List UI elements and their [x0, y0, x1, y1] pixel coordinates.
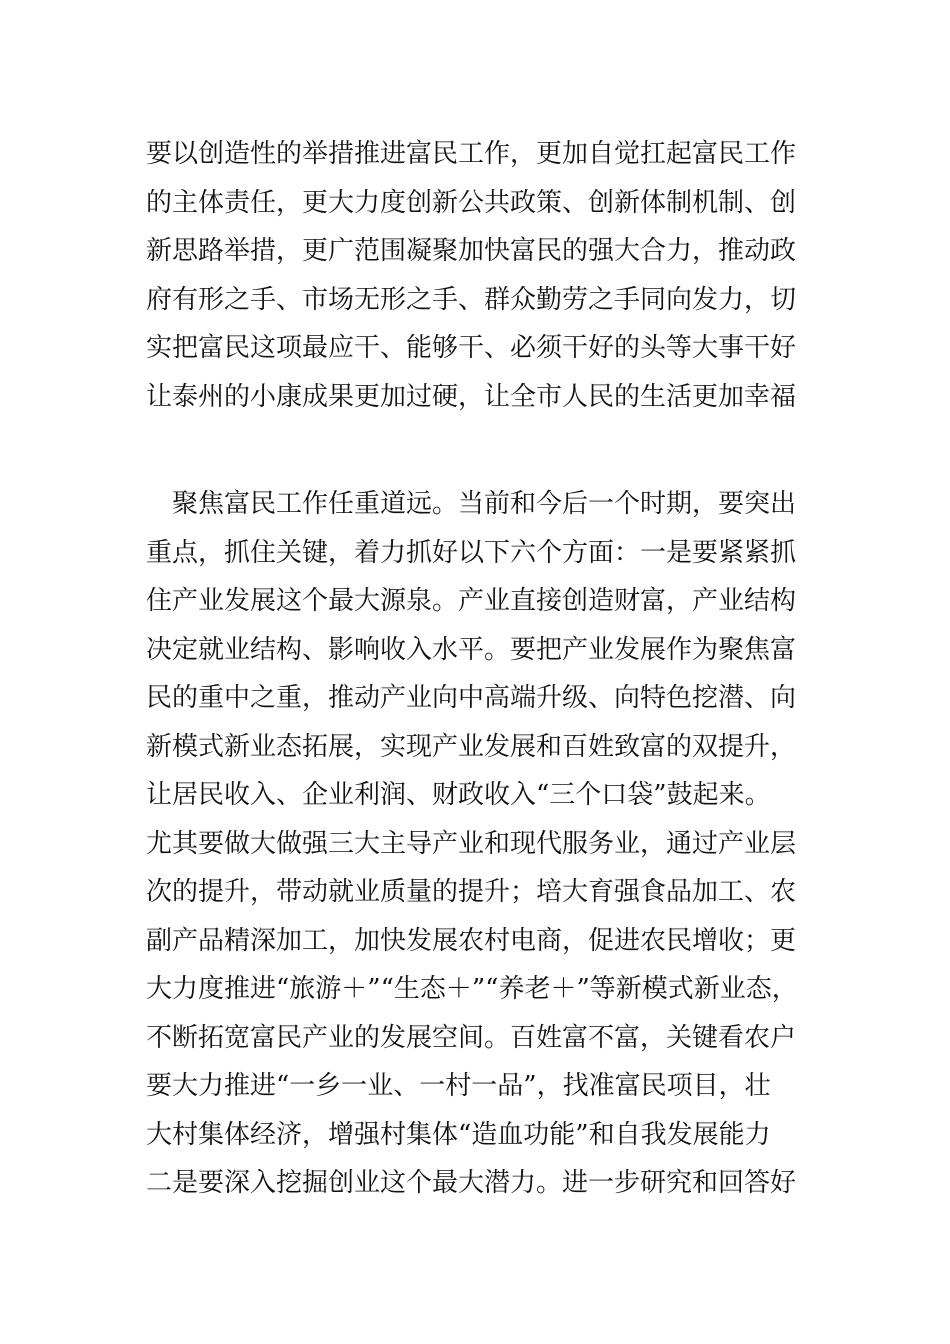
- paragraph-2: [146, 480, 816, 1208]
- text-line: 二是要深入挖掘创业这个最大潜力。进一步研究和回答好: [146, 1168, 797, 1198]
- text-line: 大村集体经济，增强村集体“造血功能”和自我发展能力: [146, 1119, 771, 1150]
- text-line: 次的提升，带动就业质量的提升；培大育强食品加工、农: [146, 877, 797, 907]
- text-line: 要以创造性的举措推进富民工作，更加自觉扛起富民工作: [146, 139, 797, 169]
- text-line: 实把富民这项最应干、能够干、必须干好的头等大事干好: [146, 333, 797, 363]
- text-line: 民的重中之重，推动产业向中高端升级、向特色挖潜、向: [146, 683, 797, 713]
- text-line: 让泰州的小康成果更加过硬，让全市人民的生活更加幸福: [146, 381, 797, 412]
- text-line: 副产品精深加工，加快发展农村电商，促进农民增收；更: [146, 925, 797, 956]
- text-line: 要大力推进“一乡一业、一村一品”，找准富民项目，壮: [146, 1071, 771, 1101]
- text-line: 新思路举措，更广范围凝聚加快富民的强大合力，推动政: [146, 236, 797, 266]
- text-line: 大力度推进“旅游＋”“生态＋”“养老＋”等新模式新业态，: [146, 974, 798, 1004]
- text-line: 聚焦富民工作任重道远。当前和今后一个时期，要突出: [146, 489, 797, 519]
- text-line: 府有形之手、市场无形之手、群众勤劳之手同向发力，切: [146, 284, 797, 315]
- text-line: 重点，抓住关键，着力抓好以下六个方面：一是要紧紧抓: [146, 537, 797, 568]
- text-line: 的主体责任，更大力度创新公共政策、创新体制机制、创: [146, 187, 797, 218]
- text-line: 让居民收入、企业利润、财政收入“三个口袋”鼓起来。: [146, 780, 771, 810]
- text-line: 不断拓宽富民产业的发展空间。百姓富不富，关键看农户: [146, 1022, 797, 1053]
- text-line: 住产业发展这个最大源泉。产业直接创造财富，产业结构: [146, 586, 797, 616]
- text-line: 尤其要做大做强三大主导产业和现代服务业，通过产业层: [146, 828, 797, 859]
- text-line: 决定就业结构、影响收入水平。要把产业发展作为聚焦富: [146, 634, 797, 665]
- paragraph-1: [146, 130, 816, 421]
- text-line: 新模式新业态拓展，实现产业发展和百姓致富的双提升，: [146, 731, 797, 762]
